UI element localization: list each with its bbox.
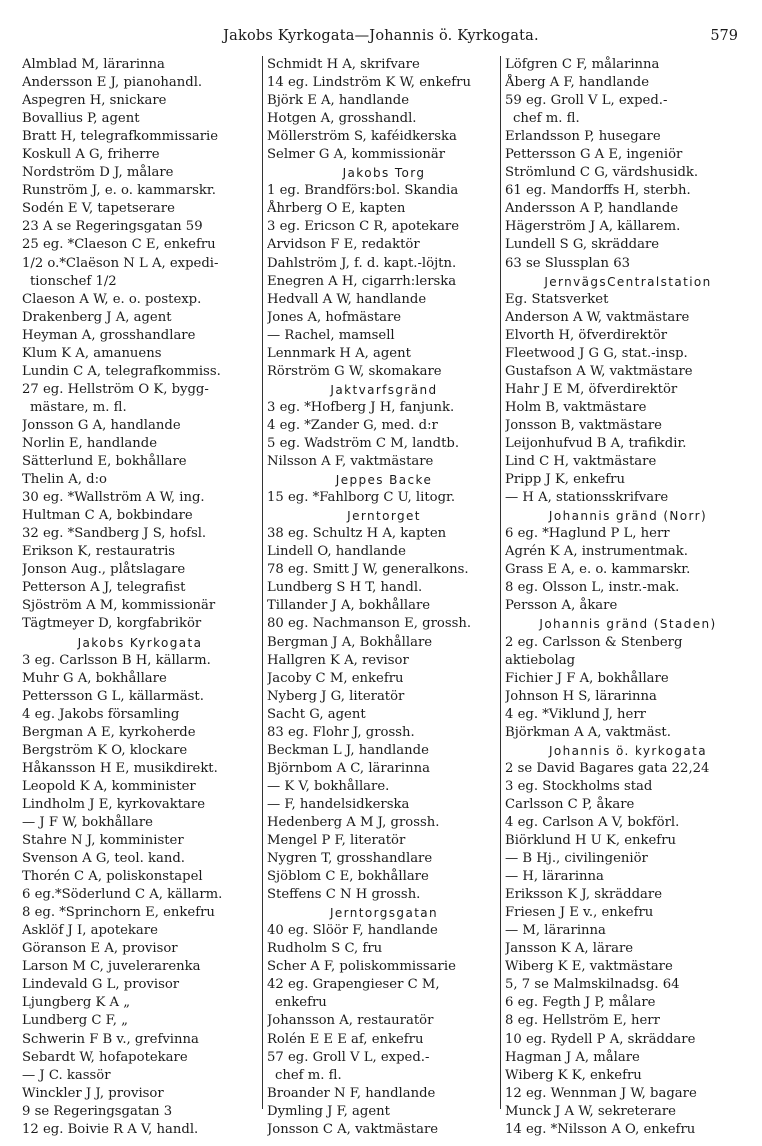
directory-entry: Nordström D J, målare	[22, 165, 174, 181]
directory-entry: Thelin A, d:o	[22, 472, 107, 488]
directory-entry: Erikson K, restauratris	[22, 544, 176, 560]
directory-entry: mästare, m. fl.	[30, 399, 127, 415]
directory-entry: Rolén E E E af, enkefru	[267, 1031, 424, 1047]
directory-entry: Nygren T, grosshandlare	[267, 851, 433, 867]
directory-entry: 6 eg.*Söderlund C A, källarm.	[22, 887, 223, 903]
directory-entry: — Rachel, mamsell	[267, 327, 395, 343]
directory-entry: Stahre N J, komminister	[22, 833, 184, 849]
directory-entry: chef m. fl.	[275, 1067, 342, 1083]
directory-entry: Bergström K O, klockare	[22, 742, 188, 758]
directory-entry: Agrén K A, instrumentmak.	[505, 544, 688, 560]
directory-entry: 83 eg. Flohr J, grossh.	[267, 724, 415, 740]
directory-entry: Asklöf J I, apotekare	[22, 923, 158, 939]
directory-entry: Hedvall A W, handlande	[267, 291, 427, 307]
directory-entry: Claeson A W, e. o. postexp.	[22, 291, 202, 307]
directory-entry: 8 eg. Olsson L, instr.-mak.	[505, 580, 680, 596]
directory-entry: 3 eg. Carlsson B H, källarm.	[22, 652, 211, 668]
street-heading: JernvägsCentralstation	[544, 274, 712, 289]
directory-entry: Björk E A, handlande	[267, 93, 410, 109]
directory-entry: 1/2 o.*Claëson N L A, expedi-	[22, 255, 219, 271]
directory-entry: Jonsson G A, handlande	[22, 417, 181, 433]
directory-entry: 23 A se Regeringsgatan 59	[22, 219, 203, 235]
directory-entry: — M, lärarinna	[505, 923, 606, 939]
directory-entry: Larson M C, juvelerarenka	[22, 959, 201, 975]
directory-entry: Åhrberg O E, kapten	[267, 201, 406, 217]
directory-entry: Wiberg K K, enkefru	[505, 1067, 642, 1083]
directory-column-1	[22, 56, 258, 1139]
directory-entry: Biörklund H U K, enkefru	[505, 833, 676, 849]
directory-entry: Möllerström S, kaféidkerska	[267, 129, 457, 145]
directory-entry: Hägerström J A, källarem.	[505, 219, 681, 235]
directory-entry: Lindholm J E, kyrkovaktare	[22, 796, 205, 812]
directory-entry: Andersson E J, pianohandl.	[22, 75, 203, 91]
directory-entry: Jonsson C A, vaktmästare	[267, 1121, 439, 1137]
directory-entry: chef m. fl.	[513, 111, 580, 127]
directory-entry: Erlandsson P, husegare	[505, 129, 661, 145]
directory-entry: Johnson H S, lärarinna	[505, 688, 657, 704]
directory-entry: Selmer G A, kommissionär	[267, 147, 446, 163]
directory-entry: Carlsson C P, åkare	[505, 796, 635, 812]
directory-entry: Winckler J J, provisor	[22, 1085, 164, 1101]
directory-entry: 5 eg. Wadström C M, landtb.	[267, 435, 460, 451]
directory-entry: Hahr J E M, öfverdirektör	[505, 381, 678, 397]
directory-entry: Hallgren K A, revisor	[267, 652, 409, 668]
directory-entry: Jacoby C M, enkefru	[267, 670, 404, 686]
directory-entry: Grass E A, e. o. kammarskr.	[505, 562, 691, 578]
directory-entry: Sodén E V, tapetserare	[22, 201, 175, 217]
directory-column-3	[500, 56, 751, 1137]
directory-entry: Ljungberg K A „	[22, 995, 131, 1011]
directory-entry: tionschef 1/2	[30, 273, 117, 289]
directory-entry: 5, 7 se Malmskilnadsg. 64	[505, 977, 680, 993]
directory-entry: Hotgen A, grosshandl.	[267, 111, 417, 127]
directory-entry: Arvidson F E, redaktör	[267, 237, 420, 253]
directory-entry: 30 eg. *Wallström A W, ing.	[22, 490, 205, 506]
directory-entry: Bergman J A, Bokhållare	[267, 634, 433, 650]
directory-entry: 61 eg. Mandorffs H, sterbh.	[505, 183, 691, 199]
directory-entry: 2 se David Bagares gata 22,24	[505, 760, 710, 776]
directory-entry: — B Hj., civilingeniör	[505, 851, 648, 867]
directory-entry: Lindell O, handlande	[267, 544, 406, 560]
directory-entry: Fichier J F A, bokhållare	[505, 670, 669, 686]
directory-entry: Mengel P F, literatör	[267, 833, 406, 849]
directory-entry: Rudholm S C, fru	[267, 941, 383, 957]
directory-entry: Lind C H, vaktmästare	[505, 454, 657, 470]
directory-entry: Dymling J F, agent	[267, 1103, 390, 1119]
directory-entry: Drakenberg J A, agent	[22, 309, 172, 325]
directory-entry: 78 eg. Smitt J W, generalkons.	[267, 562, 469, 578]
directory-entry: Pettersson G L, källarmäst.	[22, 688, 204, 704]
directory-entry: Eriksson K J, skräddare	[505, 887, 663, 903]
directory-entry: Löfgren C F, målarinna	[505, 57, 660, 72]
directory-entry: Lundberg S H T, handl.	[267, 580, 423, 596]
directory-entry: Schwerin F B v., grefvinna	[22, 1031, 199, 1047]
directory-entry: Lennmark H A, agent	[267, 345, 411, 361]
directory-entry: Strömlund C G, värdshusidk.	[505, 165, 699, 181]
directory-entry: Bergman A E, kyrkoherde	[22, 724, 196, 740]
directory-entry: Nilsson A F, vaktmästare	[267, 454, 434, 470]
directory-entry: Leijonhufvud B A, trafikdir.	[505, 435, 687, 451]
directory-entry: Norlin E, handlande	[22, 435, 158, 451]
directory-entry: Steffens C N H grossh.	[267, 887, 421, 903]
street-heading: Johannis gränd (Staden)	[539, 617, 717, 632]
directory-entry: 38 eg. Schultz H A, kapten	[267, 526, 447, 542]
directory-entry: Bovallius P, agent	[22, 111, 140, 127]
directory-entry: 4 eg. Jakobs församling	[22, 706, 180, 722]
directory-entry: 12 eg. Wennman J W, bagare	[505, 1085, 697, 1101]
directory-entry: aktiebolag	[505, 652, 576, 668]
directory-entry: Göranson E A, provisor	[22, 941, 178, 957]
directory-entry: 8 eg. Hellström E, herr	[505, 1013, 660, 1029]
directory-entry: Friesen J E v., enkefru	[505, 905, 654, 921]
directory-entry: Enegren A H, cigarrh:lerska	[267, 273, 457, 289]
directory-entry: Johansson A, restauratör	[267, 1013, 434, 1029]
directory-entry: Hultman C A, bokbindare	[22, 508, 193, 524]
directory-entry: Beckman L J, handlande	[267, 742, 429, 758]
directory-entry: 9 se Regeringsgatan 3	[22, 1103, 173, 1119]
directory-entry: 6 eg. *Haglund P L, herr	[505, 526, 670, 542]
directory-entry: Rörström G W, skomakare	[267, 363, 442, 379]
street-heading: Jerntorgsgatan	[329, 906, 439, 921]
directory-entry: Tägtmeyer D, korgfabrikör	[22, 616, 202, 632]
directory-entry: 6 eg. Fegth J P, målare	[505, 995, 656, 1011]
directory-entry: Sjöström A M, kommissionär	[22, 598, 216, 614]
directory-entry: Muhr G A, bokhållare	[22, 670, 167, 686]
directory-entry: 59 eg. Groll V L, exped.-	[505, 93, 668, 109]
directory-entry: — J C. kassör	[22, 1067, 111, 1083]
page-number: 579	[710, 28, 738, 44]
directory-entry: Aspegren H, snickare	[22, 93, 167, 109]
street-heading: Johannis gränd (Norr)	[548, 509, 708, 524]
street-heading: Johannis ö. kyrkogata	[548, 743, 708, 758]
street-heading: Jerntorget	[347, 509, 421, 524]
directory-entry: Lundin C A, telegrafkommiss.	[22, 363, 221, 379]
directory-entry: Fleetwood J G G, stat.-insp.	[505, 345, 688, 361]
directory-entry: Broander N F, handlande	[267, 1085, 436, 1101]
street-heading: Jakobs Kyrkogata	[77, 635, 203, 650]
directory-entry: Pripp J K, enkefru	[505, 472, 625, 488]
directory-entry: Tillander J A, bokhållare	[267, 598, 431, 614]
directory-entry: Dahlström J, f. d. kapt.-löjtn.	[267, 255, 457, 271]
directory-entry: 12 eg. Boivie R A V, handl.	[22, 1121, 199, 1137]
directory-entry: Sacht G, agent	[267, 706, 366, 722]
directory-entry: Håkansson H E, musikdirekt.	[22, 760, 218, 776]
directory-entry: 3 eg. Ericson C R, apotekare	[267, 219, 460, 235]
directory-entry: 3 eg. Stockholms stad	[505, 778, 653, 794]
directory-entry: 14 eg. *Nilsson A O, enkefru	[505, 1121, 696, 1137]
directory-entry: Munck J A W, sekreterare	[505, 1103, 676, 1119]
directory-entry: 2 eg. Carlsson & Stenberg	[505, 634, 683, 650]
directory-entry: Bratt H, telegrafkommissarie	[22, 129, 219, 145]
directory-entry: Nyberg J G, literatör	[267, 688, 405, 704]
directory-entry: 25 eg. *Claeson C E, enkefru	[22, 237, 216, 253]
directory-entry: Pettersson G A E, ingeniör	[505, 147, 683, 163]
directory-entry: 10 eg. Rydell P A, skräddare	[505, 1031, 696, 1047]
directory-entry: enkefru	[275, 995, 327, 1011]
directory-entry: Almblad M, lärarinna	[22, 57, 165, 72]
directory-entry: Jansson K A, lärare	[505, 941, 634, 957]
directory-entry: — H, lärarinna	[505, 869, 604, 885]
directory-entry: Sebardt W, hofapotekare	[22, 1049, 188, 1065]
directory-entry: Thorén C A, poliskonstapel	[22, 869, 203, 885]
directory-entry: Runström J, e. o. kammarskr.	[22, 183, 216, 199]
directory-entry: Svenson A G, teol. kand.	[22, 851, 185, 867]
directory-entry: 32 eg. *Sandberg J S, hofsl.	[22, 526, 207, 542]
directory-entry: Wiberg K E, vaktmästare	[505, 959, 673, 975]
street-heading: Jeppes Backe	[335, 473, 433, 488]
directory-entry: 4 eg. Carlson A V, bokförl.	[505, 814, 680, 830]
directory-entry: Björnbom A C, lärarinna	[267, 760, 430, 776]
directory-entry: Elvorth H, öfverdirektör	[505, 327, 668, 343]
directory-entry: Gustafson A W, vaktmästare	[505, 363, 693, 379]
directory-entry: Schmidt H A, skrifvare	[267, 57, 420, 72]
directory-entry: Björkman A A, vaktmäst.	[505, 724, 671, 740]
directory-entry: 63 se Slussplan 63	[505, 255, 631, 271]
directory-entry: Åberg A F, handlande	[505, 75, 650, 91]
directory-entry: Lindevald G L, provisor	[22, 977, 180, 993]
directory-entry: Klum K A, amanuens	[22, 345, 162, 361]
directory-entry: Persson A, åkare	[505, 598, 618, 614]
directory-entry: Jones A, hofmästare	[267, 309, 402, 325]
directory-entry: Hedenberg A M J, grossh.	[267, 814, 440, 830]
directory-entry: Lundell S G, skräddare	[505, 237, 660, 253]
directory-entry: 4 eg. *Zander G, med. d:r	[267, 417, 438, 433]
directory-entry: Jonson Aug., plåtslagare	[22, 562, 186, 578]
directory-entry: 57 eg. Groll V L, exped.-	[267, 1049, 430, 1065]
directory-entry: 8 eg. *Sprinchorn E, enkefru	[22, 905, 215, 921]
directory-entry: — H A, stationsskrifvare	[505, 490, 669, 506]
street-heading: Jakobs Torg	[342, 166, 426, 181]
directory-entry: 4 eg. *Viklund J, herr	[505, 706, 646, 722]
directory-entry: 14 eg. Lindström K W, enkefru	[267, 75, 471, 91]
directory-entry: Andersson A P, handlande	[505, 201, 679, 217]
directory-entry: — K V, bokhållare.	[267, 778, 390, 794]
directory-entry: Holm B, vaktmästare	[505, 399, 647, 415]
directory-entry: — F, handelsidkerska	[267, 796, 410, 812]
directory-entry: 40 eg. Slöör F, handlande	[267, 923, 438, 939]
directory-entry: Heyman A, grosshandlare	[22, 327, 196, 343]
directory-entry: 1 eg. Brandförs:bol. Skandia	[267, 183, 459, 199]
directory-entry: 42 eg. Grapengieser C M,	[267, 977, 440, 993]
page-header	[0, 28, 762, 50]
directory-entry: Koskull A G, friherre	[22, 147, 160, 163]
directory-entry: 80 eg. Nachmanson E, grossh.	[267, 616, 472, 632]
directory-entry: Sätterlund E, bokhållare	[22, 454, 187, 470]
directory-entry: Anderson A W, vaktmästare	[505, 309, 690, 325]
directory-entry: Hagman J A, målare	[505, 1049, 640, 1065]
directory-entry: Leopold K A, komminister	[22, 778, 196, 794]
directory-column-2	[262, 56, 501, 1137]
directory-entry: — J F W, bokhållare	[22, 814, 153, 830]
running-title: Jakobs Kyrkogata—Johannis ö. Kyrkogata.	[223, 28, 539, 44]
directory-entry: Petterson A J, telegrafist	[22, 580, 186, 596]
directory-entry: Jonsson B, vaktmästare	[505, 417, 662, 433]
directory-entry: Sjöblom C E, bokhållare	[267, 869, 429, 885]
directory-entry: Scher A F, poliskommissarie	[267, 959, 456, 975]
directory-entry: 3 eg. *Hofberg J H, fanjunk.	[267, 399, 455, 415]
directory-entry: Lundberg C F, „	[22, 1013, 128, 1029]
street-heading: Jaktvarfsgränd	[330, 382, 438, 397]
directory-entry: 27 eg. Hellström O K, bygg-	[22, 381, 209, 397]
directory-entry: Eg. Statsverket	[505, 291, 609, 307]
directory-entry: 15 eg. *Fahlborg C U, litogr.	[267, 490, 456, 506]
